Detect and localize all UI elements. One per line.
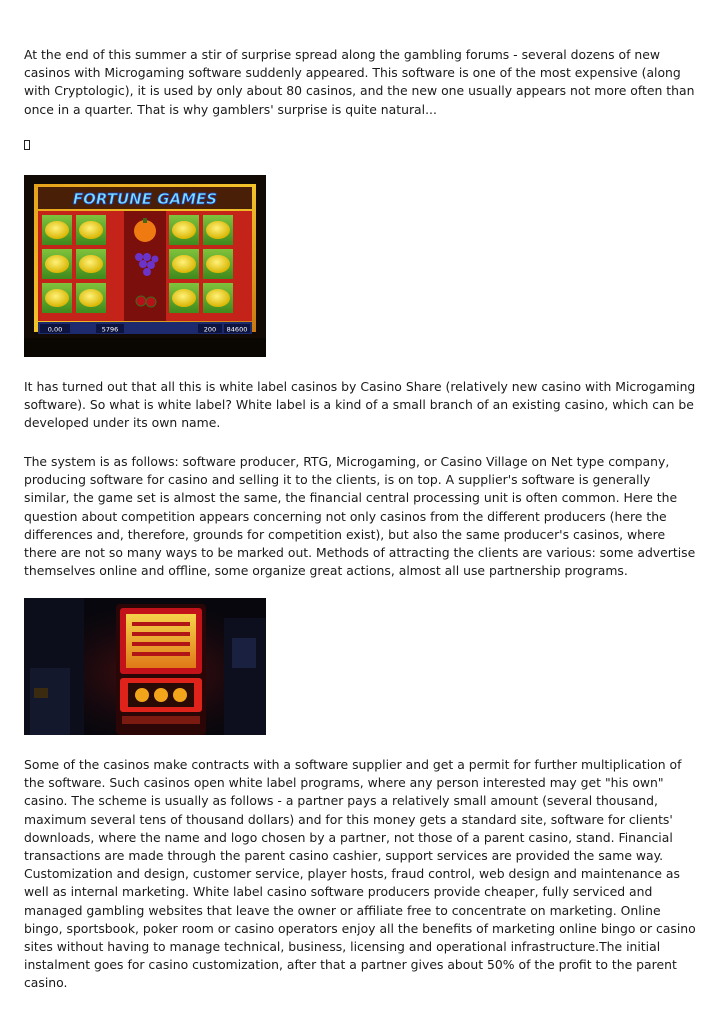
casino-slot-machines-photo [24,598,266,735]
paragraph-intro: At the end of this summer a stir of surprise spread along the gambling forums - several dozens of new casinos with Microgaming software suddenly appeared. This software is one of the most expensive (along with Cryptologic), it is used by only about 80 casinos, and the new one usually appears not more often than once in a quarter. That is why gamblers' surprise is quite natural... [24,47,695,117]
slot-bet-value: 200 [203,325,217,334]
slot-total-value: 84600 [226,325,248,334]
slot-win-value: 5796 [101,325,119,334]
paragraph-system: The system is as follows: software producer, RTG, Microgaming, or Casino Village on Net type company, producing software for casino and selling it to the clients, is on top. A supplier's software is generally similar, the game set is almost the same, the financial central processing unit is often common. Here the question about competition appears concerning not only casinos from the different producers (here the differences and, therefore, grounds for competition exist), but also the same producer's casinos, where there are not so many ways to be marked out. Methods of attracting the clients are various: some advertise themselves online and offline, some organize great actions, almost all use partnership programs. [24,454,696,579]
slot-machine-screen-image [24,175,266,357]
missing-glyph-icon [24,140,30,150]
paragraph-contracts: Some of the casinos make contracts with a software supplier and get a permit for further multiplication of the software. Such casinos open white label programs, where any person interested may get "his own" casino. The scheme is usually as follows - a partner pays a relatively small amount (several thousand, maximum several tens of thousand dollars) and for this money gets a standard site, software for clients' downloads, where the name and logo chosen by a partner, not those of a parent casino, stand. Financial transactions are made through the parent casino cashier, support services are provided the same way. Customization and design, customer service, player hosts, fraud control, web design and maintenance as well as internal marketing. White label casino software producers provide cheaper, fully serviced and managed gambling websites that leave the owner or affiliate free to concentrate on marketing. Online bingo, sportsbook, poker room or casino operators enjoy all the benefits of marketing online bingo or casino sites without having to manage technical, business, licensing and operational infrastructure.The initial instalment goes for casino customization, after that a partner gives about 50% of the profit to the parent casino. [24,757,696,991]
slot-logo: FORTUNE GAMES [72,190,218,208]
slot-credit-value: 0,00 [47,325,63,334]
paragraph-white-label: It has turned out that all this is white label casinos by Casino Share (relatively new casino with Microgaming software). So what is white label? White label is a kind of a small branch of an existing casino, which can be developed under its own name. [24,379,696,431]
